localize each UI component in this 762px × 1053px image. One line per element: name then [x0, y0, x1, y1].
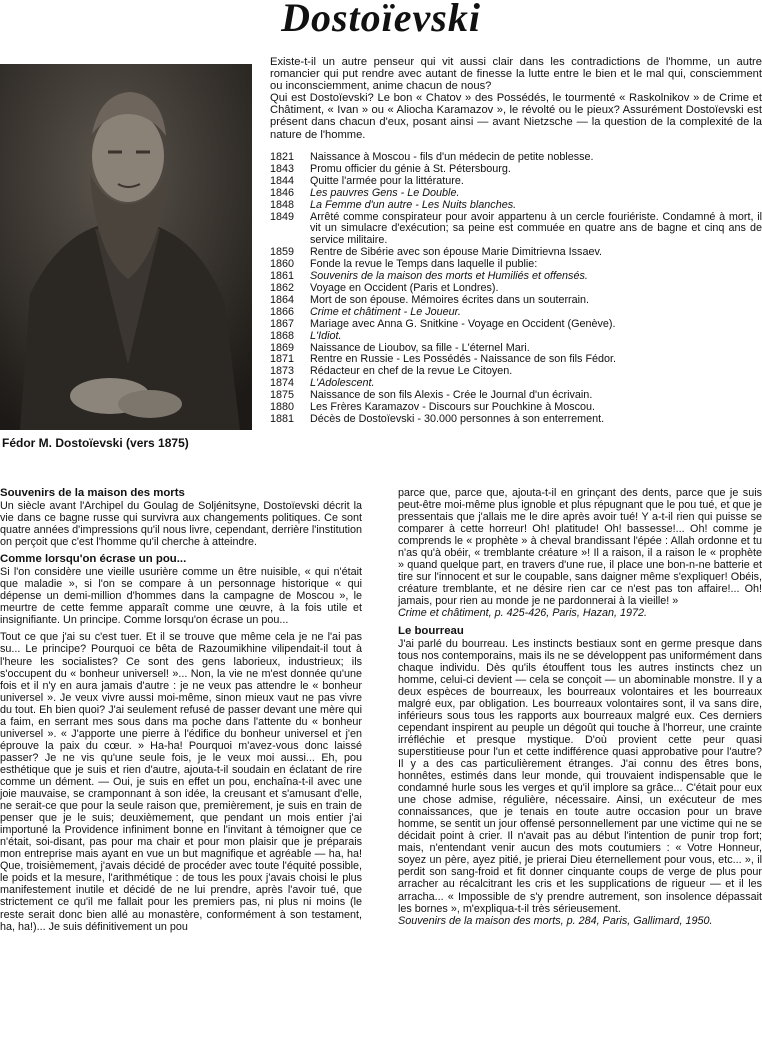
- portrait-caption: Fédor M. Dostoïevski (vers 1875): [2, 436, 189, 450]
- chronology-text: Crime et châtiment - Le Joueur.: [310, 305, 461, 318]
- chronology-item: [270, 188, 762, 200]
- chronology-year: 1866: [270, 305, 295, 318]
- chronology-text: L'Adolescent.: [310, 377, 375, 390]
- left-column: [0, 487, 362, 933]
- chronology-item: [270, 176, 762, 188]
- chronology-year: 1867: [270, 317, 295, 330]
- chronology-list: [270, 152, 762, 426]
- chronology-text: Rédacteur en chef de la revue Le Citoyen.: [310, 365, 513, 378]
- body-paragraph: J'ai parlé du bourreau. Les instincts bestiaux sont en germe presque dans tous nos contemporains, mais ils ne se développent pas uniformément dans chaque individu. Dès qu'ils étouffent tous les autres instincts chez un homme, celui-ci devient — cela se conçoit — un abominable monstre. Il y a deux espèces de bourreaux, les bourreaux volontaires et les bourreaux malgré eux, par obligation. Les bourreaux volontaires sont, il va sans dire, inférieurs sous tous les rapports aux bourreaux malgré eux. Ces derniers cependant inspirent au peuple un dégoût qui touche à l'horreur, une crainte irréfléchie et presque mystique. D'où provient cette peur quasi superstitieuse pour l'un et cette indifférence quasi approbative pour l'autre? Il y a des cas particulièrement étranges. J'ai connu des êtres bons, honnêtes, estimés dans leur monde, qui trouvaient indispensable que le condamné hurle sous les verges et qu'il implore sa grâce... C'était pour eux une chose admise, régulière, nécessaire. Ainsi, un exécuteur de mes connaissances, que je tenais en toute autre occasion pour un brave homme, se sentit un jour offensé personnellement par une victime qui ne se décidait point à crier. Il n'avait pas au début l'intention de punir trop fort; mais, n'entendant venir aucun des mots coutumiers : « Votre Honneur, soyez un père, ayez pitié, je prierai Dieu éternellement pour vous, etc... », il perdit son sang-froid et fit donner cinquante coups de verge de plus pour arracher au récalcitrant les cris et les supplications de rigueur — et il les arracha... « Impossible de s'y prendre autrement, son insolence dépassait les bornes », m'expliqua-t-il très sérieusement.: [398, 637, 762, 915]
- chronology-year: 1880: [270, 401, 295, 414]
- chronology-text: Naissance à Moscou - fils d'un médecin de petite noblesse.: [310, 151, 594, 163]
- chronology-text: Fonde la revue le Temps dans laquelle il publie:: [310, 258, 538, 271]
- chronology-text: Quitte l'armée pour la littérature.: [310, 174, 464, 187]
- chronology-year: 1875: [270, 389, 295, 402]
- chronology-year: 1864: [270, 293, 295, 306]
- intro-paragraph: Existe-t-il un autre penseur qui vit aussi clair dans les contradictions de l'homme, un autre romancier qui put rendre avec autant de finesse la lutte entre le bien et le mal qui, consciemment ou inconsciemment, anime chacun de nous?: [270, 56, 762, 93]
- chronology-text: Souvenirs de la maison des morts et Humiliés et offensés.: [310, 270, 588, 283]
- portrait-image: [0, 64, 252, 430]
- chronology-year: 1821: [270, 151, 295, 163]
- chronology-year: 1859: [270, 246, 295, 259]
- citation: Souvenirs de la maison des morts, p. 284, Paris, Gallimard, 1950.: [398, 914, 713, 927]
- chronology-text: Promu officier du génie à St. Pétersbourg.: [310, 162, 511, 175]
- chronology-item: [270, 307, 762, 319]
- portrait-drawing: [0, 64, 252, 430]
- chronology-item: [270, 414, 762, 426]
- chronology-text: Les Frères Karamazov - Discours sur Pouchkine à Moscou.: [310, 401, 596, 414]
- intro-text: [270, 56, 762, 141]
- chronology-text: L'Idiot.: [310, 329, 342, 342]
- chronology-text: Les pauvres Gens - Le Double.: [310, 186, 460, 199]
- right-column: [398, 487, 762, 927]
- chronology-year: 1844: [270, 174, 295, 187]
- chronology-text: Mort de son épouse. Mémoires écrites dans un souterrain.: [310, 293, 590, 306]
- chronology-year: 1860: [270, 258, 295, 271]
- chronology-year: 1843: [270, 162, 295, 175]
- chronology-year: 1861: [270, 270, 295, 283]
- citation: Crime et châtiment, p. 425-426, Paris, Hazan, 1972.: [398, 607, 648, 620]
- section-heading: Comme lorsqu'on écrase un pou...: [0, 553, 187, 566]
- chronology-item: [270, 212, 762, 248]
- chronology-year: 1862: [270, 281, 295, 294]
- chronology-year: 1874: [270, 377, 295, 390]
- chronology-item: [270, 331, 762, 343]
- section-heading: Souvenirs de la maison des morts: [0, 487, 185, 499]
- chronology-text: La Femme d'un autre - Les Nuits blanches.: [310, 198, 517, 211]
- chronology-text: Naissance de Lioubov, sa fille - L'éternel Mari.: [310, 341, 530, 354]
- chronology-text: Arrêté comme conspirateur pour avoir appartenu à un cercle fouriériste. Condamné à mort, il vit un simulacre d'exécution; sa peine est commuée en quatre ans de bagne et cinq ans de service militaire.: [310, 210, 762, 247]
- chronology-item: [270, 200, 762, 212]
- body-paragraph: Un siècle avant l'Archipel du Goulag de Soljénitsyne, Dostoïevski décrit la vie dans ce bagne russe qui survivra aux changements politiques. Ce sont quatre années d'impressions qu'il nous livre, cependant, derrière l'institution on perçoit que c'est l'homme qu'il cherche à atteindre.: [0, 500, 362, 549]
- chronology-text: Décès de Dostoïevski - 30.000 personnes à son enterrement.: [310, 412, 605, 425]
- chronology-year: 1869: [270, 341, 295, 354]
- chronology-year: 1849: [270, 210, 295, 223]
- chronology-text: Voyage en Occident (Paris et Londres).: [310, 281, 499, 294]
- body-paragraph: Si l'on considère une vieille usurière comme un être nuisible, « qui n'était que maladie », si l'on se compare à un personnage historique « qui dépense un demi-million d'hommes dans la campagne de Moscou », le meurtre de cette femme apparaît comme une œuvre, à la fois utile et insignifiante. Un principe. Comme lorsqu'on écrase un pou...: [0, 566, 362, 627]
- chronology-year: 1871: [270, 353, 295, 366]
- chronology-text: Rentre en Russie - Les Possédés - Naissance de son fils Fédor.: [310, 353, 617, 366]
- section-heading: Le bourreau: [398, 624, 464, 637]
- body-paragraph: parce que, parce que, ajouta-t-il en grinçant des dents, parce que je suis peut-être moi-même plus ignoble et plus répugnant que le pou tué, et que je pressentais que j'allais me le dire après avoir tué! Y a-t-il rien qui puisse se comparer à cette horreur! Oh! platitude! Oh! bassesse!... Oh! comme je comprends le « prophète » à cheval brandissant l'épée : Allah ordonne et tu n'as qu'à obéir, « tremblante créature »! Il a raison, il a raison le « prophète » quand quelque part, en travers d'une rue, il place une bon-n-ne batterie et tire sur l'innocent et sur le coupable, sans daigner même s'expliquer! Obéis, créature tremblante, et ne désire rien car ce n'est pas ton affaire!... Oh! jamais, pour rien au monde je ne pardonnerai à la vieille! »: [398, 487, 762, 608]
- page-title: Dostoïevski: [281, 0, 481, 40]
- body-paragraph: Tout ce que j'ai su c'est tuer. Et il se trouve que même cela je ne l'ai pas su... Le principe? Pourquoi ce bêta de Razoumikhine vilipendait-il tout à l'heure les socialistes? Ce sont des gens laborieux, industrieux; ils s'occupent du « bonheur universel! »... Non, la vie ne m'est donnée qu'une fois et il n'y en aura jamais d'autre : je ne veux pas attendre le « bonheur universel ». Je veux vivre aussi moi-même, sinon mieux vaut ne pas vivre du tout. Eh bien quoi? J'ai seulement refusé de passer devant une mère qui a faim, en serrant mes sous dans ma poche dans l'attente du « bonheur universel ». « J'apporte une pierre à l'édifice du bonheur universel et j'en éprouve la paix du cœur. » Ha-ha! Pourquoi m'avez-vous donc laissé passer? Je ne vis qu'une seule fois, je le veux moi aussi... Eh, pou esthétique que je suis et rien d'autre, ajouta-t-il soudain en éclatant de rire comme un dément. — Oui, je suis en effet un pou, enchaîna-t-il avec une joie mauvaise, se cramponnant à son idée, la creusant et s'amusant d'elle, ne serait-ce que pour la seule raison que, premièrement, je suis en train de penser que je le suis; deuxièmement, que pendant un mois entier j'ai importuné la Providence infiniment bonne en l'invitant à témoigner que ce n'était, soi-disant, pas pour ma chair et pour mon plaisir que je préparais mon entreprise mais ayant en vue un but magnifique et agréable — ha, ha! Que, troisièmement, j'avais décidé de procéder avec toute l'équité possible, le poids et la mesure, l'arithmétique : de tous les poux j'avais choisi le plus manifestement inutile et décidé de ne lui prendre, après l'avoir tué, que strictement ce qu'il me fallait pour les premiers pas, ni plus ni moins (le reste serait donc bien allé au monastère, conformément à son testament, ha, ha!)... Je suis définitivement un pou: [0, 631, 362, 933]
- chronology-year: 1881: [270, 412, 295, 425]
- chronology-text: Mariage avec Anna G. Snitkine - Voyage en Occident (Genève).: [310, 317, 616, 330]
- chronology-text: Rentre de Sibérie avec son épouse Marie Dimitrievna Issaev.: [310, 246, 603, 259]
- chronology-year: 1848: [270, 198, 295, 211]
- intro-paragraph: Qui est Dostoïevski? Le bon « Chatov » des Possédés, le tourmenté « Raskolnikov » de Crime et Châtiment, « Ivan » ou « Aliocha Karamazov », le révolté ou le pieux? Assurément Dostoïevski est présent dans chacun d'eux, posant ainsi — avant Nietzsche — la question de la complexité de la nature de l'homme.: [270, 92, 762, 141]
- chronology-year: 1846: [270, 186, 295, 199]
- chronology-year: 1873: [270, 365, 295, 378]
- chronology-text: Naissance de son fils Alexis - Crée le Journal d'un écrivain.: [310, 389, 593, 402]
- chronology-item: [270, 295, 762, 307]
- chronology-item: [270, 319, 762, 331]
- chronology-year: 1868: [270, 329, 295, 342]
